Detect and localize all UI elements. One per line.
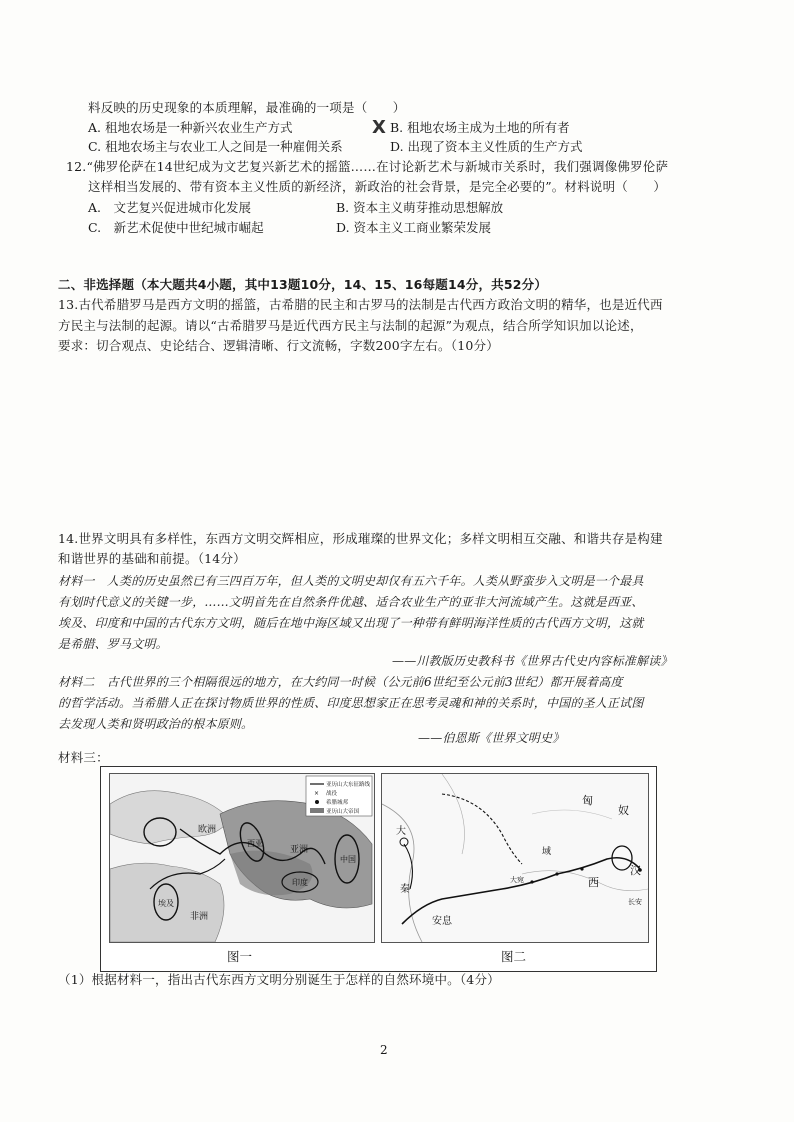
material-2-line-3: 去发现人类和贤明政治的根本原则。 — [58, 717, 254, 731]
legend-city: 希腊城邦 — [326, 800, 349, 806]
label-dawan: 大宛 — [510, 876, 524, 884]
legend-battle: 战役 — [326, 791, 338, 797]
europe-landmass — [110, 791, 230, 844]
q12-line-1: 12.“佛罗伦萨在14世纪成为文艺复兴新艺术的摇篮……在讨论新艺术与新城市关系时，我们强调像佛罗伦萨 — [66, 159, 669, 174]
material-3-label: 材料三： — [58, 750, 109, 765]
q13-line-1: 13.古代希腊罗马是西方文明的摇篮，古希腊的民主和古罗马的法制是古代西方政治文明的精华，也是近代西 — [58, 297, 663, 312]
q13-line-2: 方民主与法制的起源。请以“古希腊罗马是近代西方民主与法制的起源”为观点，结合所学知识加以论述， — [58, 318, 643, 333]
material-1-source: ——川教版历史教科书《世界古代史内容标准解读》 — [392, 654, 673, 668]
page-number: 2 — [380, 1043, 388, 1057]
handwritten-x-mark: X — [372, 117, 386, 138]
label-africa: 非洲 — [190, 912, 209, 922]
figure-1-svg — [110, 774, 374, 942]
label-europe: 欧洲 — [198, 825, 217, 835]
legend-route: 亚历山大东征路线 — [326, 782, 371, 788]
label-asia: 亚洲 — [290, 845, 309, 855]
q12-option-a: A. 文艺复兴促进城市化发展 — [88, 200, 252, 215]
figure-2-svg — [382, 774, 648, 942]
material-2-source: ——伯恩斯《世界文明史》 — [418, 731, 565, 745]
label-egypt: 埃及 — [158, 899, 174, 908]
material-3-figures — [100, 766, 657, 972]
label-nu: 奴 — [618, 804, 629, 817]
material-1-line-1: 材料一 人类的历史虽然已有三四百万年，但人类的文明史却仅有五六千年。人类从野蛮步入文明是一个最具 — [58, 574, 644, 588]
q14-line-2: 和谐世界的基础和前提。（14分） — [58, 551, 246, 566]
material-1-line-4: 是希腊、罗马文明。 — [58, 637, 168, 651]
q14-line-1: 14.世界文明具有多样性，东西方文明交辉相应，形成璀璨的世界文化；多样文明相互交融、和谐共存是构建 — [58, 531, 663, 546]
q12-option-b: B. 资本主义萌芽推动思想解放 — [336, 200, 504, 215]
label-xiongnu: 匈 — [582, 794, 593, 807]
material-1-line-3: 埃及、印度和中国的古代东方文明，随后在地中海区域又出现了一种带有鲜明海洋性质的古代西方文明，这就 — [58, 616, 644, 630]
q11-option-d: D. 出现了资本主义性质的生产方式 — [390, 139, 583, 154]
material-2-line-1: 材料二 古代世界的三个相隔很远的地方，在大约同一时候（公元前6世纪至公元前3世纪）都开展着高度 — [58, 675, 623, 689]
label-west-asia: 西亚 — [247, 839, 263, 848]
figure-1-caption: 图一 — [227, 949, 253, 964]
label-india: 印度 — [292, 878, 308, 887]
q12-option-c: C. 新艺术促使中世纪城市崛起 — [88, 220, 264, 235]
figure-1-map — [109, 773, 375, 943]
svg-text:×: × — [314, 790, 320, 797]
q12-option-d: D. 资本主义工商业繁荣发展 — [336, 220, 492, 235]
label-anxi: 安息 — [432, 916, 452, 927]
q11-stem: 料反映的历史现象的本质理解，最准确的一项是（ ） — [88, 100, 406, 115]
q11-option-c: C. 租地农场主与农业工人之间是一种雇佣关系 — [88, 139, 343, 154]
label-china: 中国 — [340, 855, 356, 864]
section-2-heading: 二、非选择题（本大题共4小题，其中13题10分，14、15、16每题14分，共52分） — [58, 277, 548, 292]
material-1-line-2: 有划时代意义的关键一步，……文明首先在自然条件优越、适合农业生产的亚非大河流域产生。这就是西亚、 — [58, 595, 644, 609]
silk-road-route — [402, 858, 640, 924]
label-xi: 西 — [588, 876, 599, 889]
material-2-line-2: 的哲学活动。当希腊人正在探讨物质世界的性质、印度思想家正在思考灵魂和神的关系时，中国的圣人正试图 — [58, 696, 644, 710]
label-qin: 秦 — [400, 884, 410, 895]
label-da: 大 — [396, 826, 406, 837]
q11-option-b: B. 租地农场主成为土地的所有者 — [390, 120, 570, 135]
figure-2-map — [381, 773, 649, 943]
q12-line-2: 这样相当发展的、带有资本主义性质的新经济，新政治的社会背景，是完全必要的”。材料说明（ ） — [88, 179, 667, 194]
label-han: 汉 — [630, 864, 641, 877]
legend-empire: 亚历山大帝国 — [326, 809, 360, 815]
q14-sub-question-1: （1）根据材料一，指出古代东西方文明分别诞生于怎样的自然环境中。（4分） — [58, 972, 500, 987]
north-route — [442, 794, 522, 864]
q11-option-a: A. 租地农场是一种新兴农业生产方式 — [88, 120, 293, 135]
label-yu: 域 — [542, 847, 552, 857]
label-changan: 长安 — [628, 898, 642, 906]
figure-2-caption: 图二 — [501, 949, 527, 964]
q13-line-3: 要求：切合观点、史论结合、逻辑清晰、行文流畅，字数200字左右。（10分） — [58, 338, 499, 353]
